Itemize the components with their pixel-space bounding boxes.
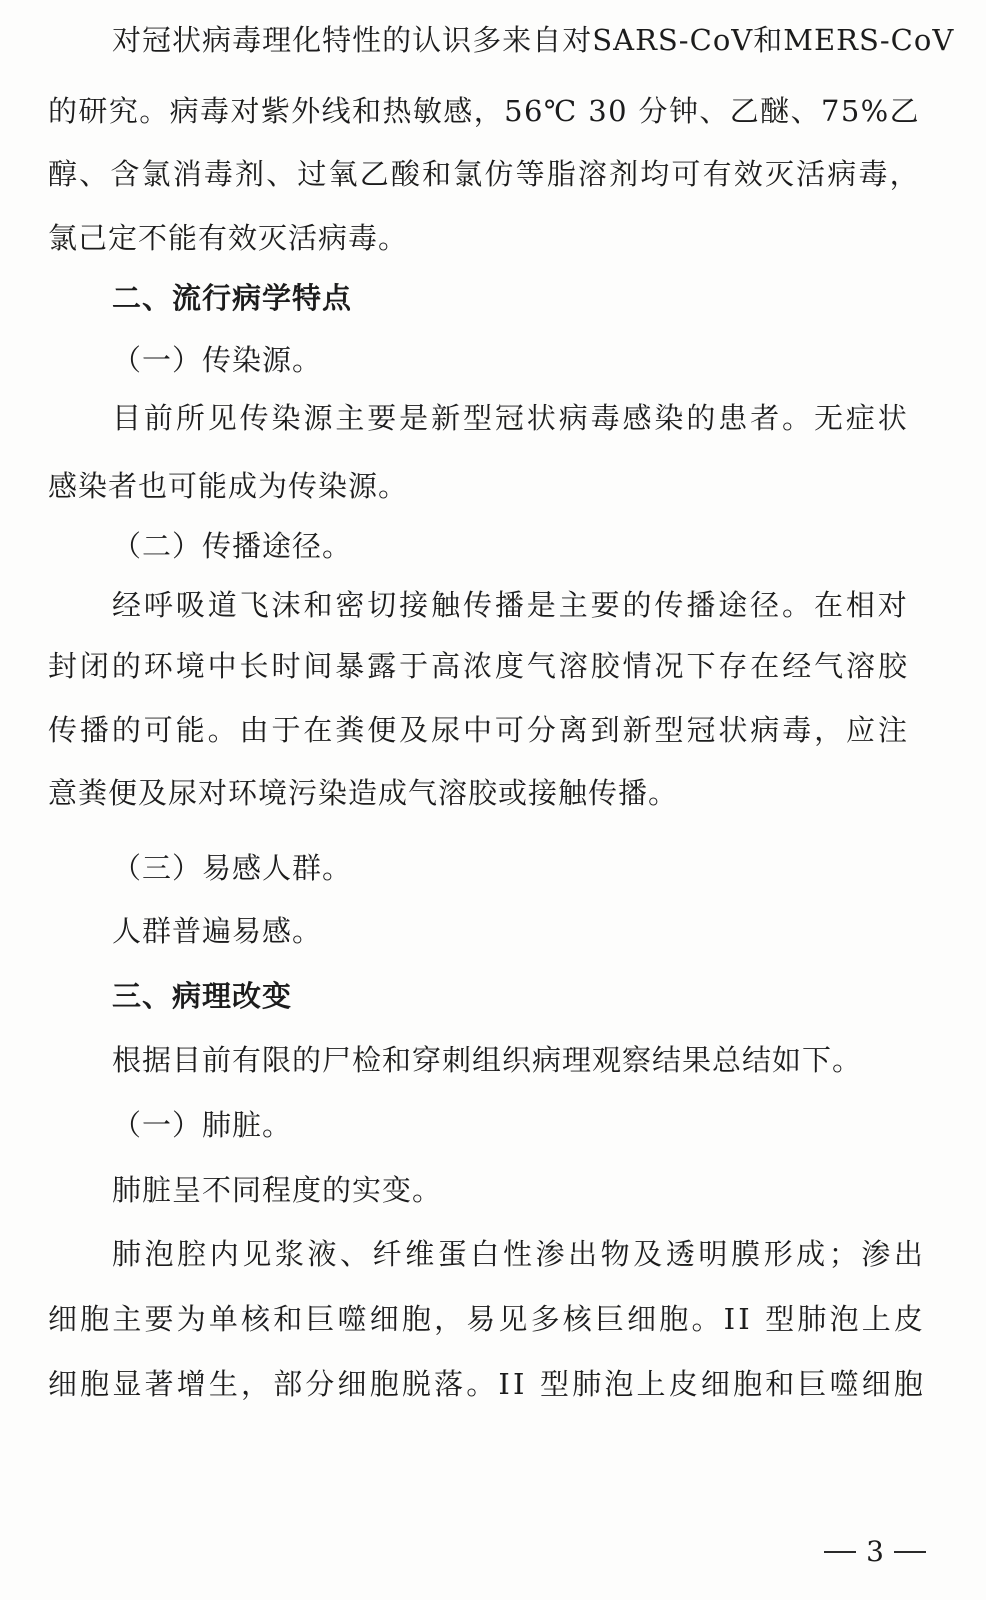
text-line-3: 醇 、 含 氯 消 毒 剂 、 过 氧 乙 酸 和 氯 仿 等 脂 溶 剂 均 可 有 效 灭 活 病 毒 ， — [48, 157, 920, 191]
text-line-22: 细 胞 显 著 增 生 ， 部 分 细 胞 脱 落 。 I I 型 肺 泡 上 皮 细 胞 和 巨 噬 细 胞 — [48, 1367, 924, 1401]
footer-dash-left — [824, 1551, 856, 1553]
text-line-11: 封 闭 的 环 境 中 长 时 间 暴 露 于 高 浓 度 气 溶 胶 情 况 下 存 在 经 气 溶 胶 — [48, 649, 908, 683]
text-line-20: 肺 泡 腔 内 见 浆 液 、 纤 维 蛋 白 性 渗 出 物 及 透 明 膜 形 成 ； 渗 出 — [112, 1237, 924, 1271]
text-line-17: 根据目前有限的尸检和穿刺组织病理观察结果总结如下。 — [112, 1043, 863, 1077]
subheading-lung: （一）肺脏。 — [112, 1108, 293, 1142]
page-number-footer — [824, 1536, 926, 1568]
text-line-12: 传 播 的 可 能 。 由 于 在 粪 便 及 尿 中 可 分 离 到 新 型 冠 状 病 毒 ， 应 注 — [48, 713, 908, 747]
section-heading-3: 三、病理改变 — [112, 979, 293, 1013]
text-line-19: 肺脏呈不同程度的实变。 — [112, 1173, 443, 1207]
text-line-2: 的 研 究 。 病 毒 对 紫 外 线 和 热 敏 感 ， 5 6 ℃ 3 0 分 钟 、 乙 醚 、 7 5 % 乙 — [48, 94, 920, 128]
subheading-source: （一）传染源。 — [112, 343, 323, 377]
text-line-21: 细 胞 主 要 为 单 核 和 巨 噬 细 胞 ， 易 见 多 核 巨 细 胞 。 I I 型 肺 泡 上 皮 — [48, 1302, 924, 1336]
text-line-4: 氯己定不能有效灭活病毒。 — [48, 221, 409, 255]
text-line-10: 经 呼 吸 道 飞 沫 和 密 切 接 触 传 播 是 主 要 的 传 播 途 径 。 在 相 对 — [112, 588, 908, 622]
footer-dash-right — [894, 1551, 926, 1553]
subheading-susceptible: （三）易感人群。 — [112, 851, 353, 885]
text-line-8: 感染者也可能成为传染源。 — [48, 469, 409, 503]
subheading-transmission: （二）传播途径。 — [112, 529, 353, 563]
section-heading-2: 二、流行病学特点 — [112, 281, 353, 315]
text-line-7: 目 前 所 见 传 染 源 主 要 是 新 型 冠 状 病 毒 感 染 的 患 者 。 无 症 状 — [112, 401, 908, 435]
text-line-13: 意粪便及尿对环境污染造成气溶胶或接触传播。 — [48, 776, 679, 810]
page-number: 3 — [866, 1535, 884, 1568]
text-line-1: 对 冠 状 病 毒 理 化 特 性 的 认 识 多 来 自 对 S A R S - C o V 和 M E R S - C o V — [112, 23, 955, 57]
text-line-15: 人群普遍易感。 — [112, 914, 323, 948]
